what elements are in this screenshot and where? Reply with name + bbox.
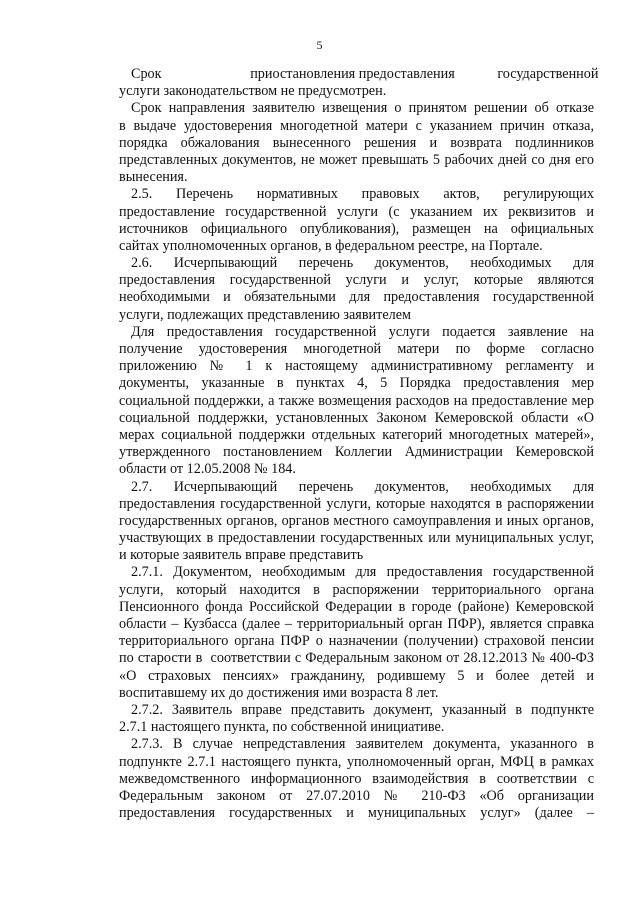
text-line: услуги законодательством не предусмотрен.: [119, 83, 387, 100]
text-line: Для предоставления государственной услуги подается заявление на: [131, 323, 594, 340]
text-line: предоставления государственной услуги и услуг, которые являются: [119, 272, 594, 289]
text-line: 2.7.1 настоящего пункта, по собственной инициативе.: [119, 719, 445, 736]
text-line: области – Кузбасса (далее – территориальный орган ПФР), является справка: [119, 616, 594, 632]
text-line: по старости в соответствии с Федеральным законом от 28.12.2013 № 400-ФЗ: [119, 650, 594, 667]
text-line: предоставления государственной услуги, которые находятся в распоряжении: [119, 495, 594, 512]
text-line: услуги, который находится в распоряжении территориального органа: [119, 581, 594, 598]
text-line: представленных документов, не может превышать 5 рабочих дней со дня его: [119, 151, 594, 168]
text-line: в выдаче удостоверения многодетной матери с указанием причин отказа,: [119, 117, 594, 134]
text-line: предоставления государственных и муниципальных услуг» (далее –: [119, 805, 594, 822]
text-line: Федеральным законом от 27.07.2010 № 210-ФЗ «Об организации: [119, 787, 594, 804]
text-line: области от 12.05.2008 № 184.: [119, 461, 296, 478]
text-line: необходимыми и обязательными для предоставления государственной: [119, 289, 594, 306]
text-line: 2.5. Перечень нормативных правовых актов, регулирующих: [131, 186, 594, 203]
text-line: и которые заявитель вправе представить: [119, 547, 364, 564]
text-line: предоставление государственной услуги (с указанием их реквизитов и: [119, 203, 594, 220]
text-line: Срок приостановления предоставления государственной: [131, 66, 599, 82]
text-line: социальной поддержки, установленных Законом Кемеровской области «О: [119, 409, 594, 426]
text-line: территориального органа ПФР о назначении (получении) страховой пенсии: [119, 633, 594, 650]
text-line: порядка обжалования вынесенного решения и возврата подлинников: [119, 134, 594, 151]
text-line: приложению № 1 к настоящему административному регламенту и: [119, 358, 594, 375]
text-line: 2.7.2. Заявитель вправе представить документ, указанный в подпункте: [131, 701, 594, 718]
text-line: источников официального опубликования), размещен на официальных: [119, 220, 594, 237]
text-line: «О страховых пенсиях» гражданину, родившему 5 и более детей и: [119, 667, 594, 684]
text-line: мерах социальной поддержки отдельных категорий многодетных матерей»,: [119, 426, 594, 443]
page-number: 5: [316, 38, 323, 52]
text-line: документы, указанные в пунктах 4, 5 Порядка предоставления мер: [119, 375, 594, 392]
text-line: 2.7. Исчерпывающий перечень документов, необходимых для: [131, 478, 594, 495]
text-line: государственных органов, органов местного самоуправления и иных органов,: [119, 512, 594, 529]
text-line: 2.7.3. В случае непредставления заявителем документа, указанного в: [131, 736, 594, 753]
text-line: социальной поддержки, а также возмещения расходов на предоставление мер: [119, 392, 594, 409]
text-line: услуги, подлежащих представлению заявителем: [119, 306, 411, 323]
text-line: подпункте 2.7.1 настоящего пункта, уполномоченный орган, МФЦ в рамках: [119, 753, 594, 770]
text-line: вынесения.: [119, 169, 188, 186]
text-line: участвующих в предоставлении государственных или муниципальных услуг,: [119, 530, 594, 547]
text-line: воспитавшему их до достижения ими возраста 8 лет.: [119, 684, 439, 701]
text-line: межведомственного информационного взаимодействия в соответствии с: [119, 770, 594, 787]
text-line: сайтах уполномоченных органов, в федеральном реестре, на Портале.: [119, 237, 543, 254]
text-line: 2.6. Исчерпывающий перечень документов, необходимых для: [131, 255, 594, 272]
text-line: Пенсионного фонда Российской Федерации в городе (районе) Кемеровской: [119, 598, 594, 615]
text-line: получение удостоверения многодетной матери по форме согласно: [119, 341, 594, 357]
text-line: утвержденного постановлением Коллегии Администрации Кемеровской: [119, 444, 594, 461]
text-line: Срок направления заявителю извещения о принятом решении об отказе: [131, 100, 594, 117]
text-line: 2.7.1. Документом, необходимым для предоставления государственной: [131, 564, 594, 581]
document-body: [119, 66, 599, 822]
